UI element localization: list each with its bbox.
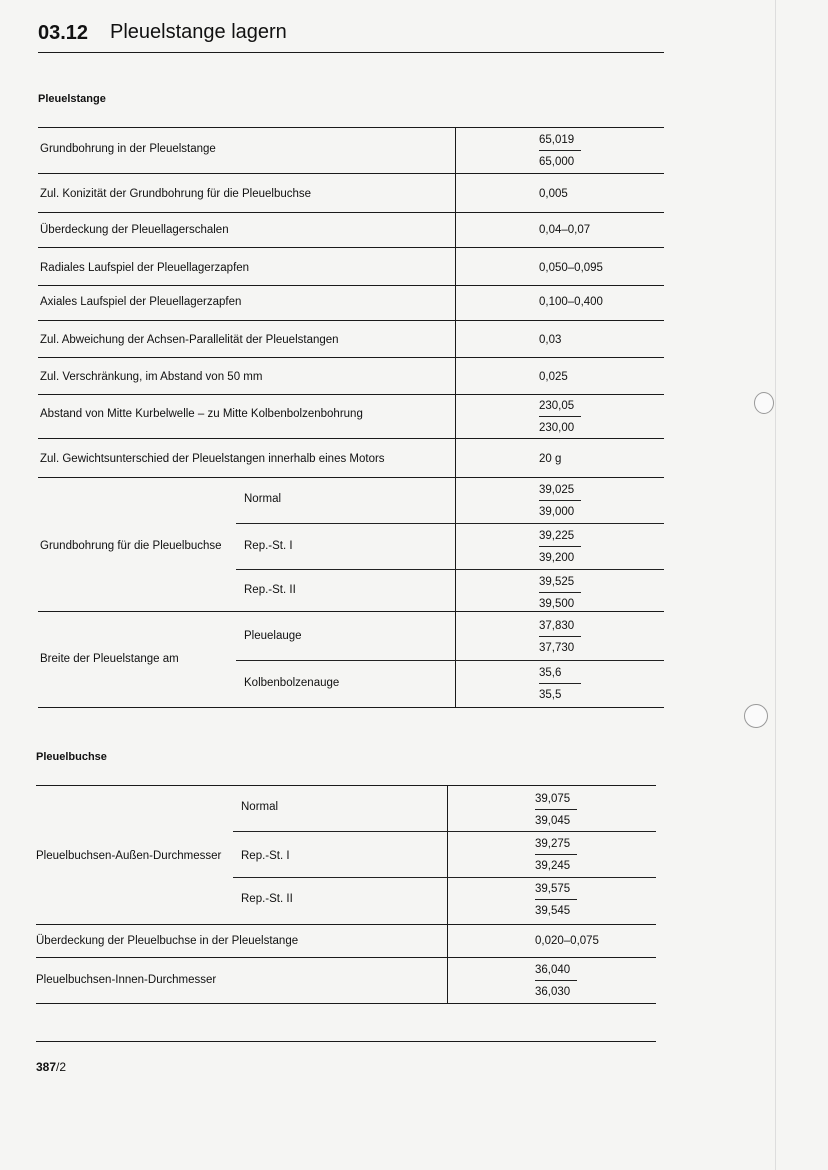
row-rule [38,247,664,248]
row-value: 0,005 [539,188,568,200]
row-label: Zul. Abweichung der Achsen-Parallelität der Pleuelstangen [40,334,339,346]
column-divider [447,786,448,1003]
row-label: Abstand von Mitte Kurbelwelle – zu Mitte Kolbenbolzenbohrung [40,408,363,420]
sub-row-rule [236,660,664,661]
sub-label: Normal [244,493,282,505]
sub-row-rule [233,877,656,878]
row-rule [38,438,664,439]
row-label: Axiales Laufspiel der Pleuellagerzapfen [40,296,242,308]
row-label: Überdeckung der Pleuellagerschalen [40,224,229,236]
row-label: Zul. Verschränkung, im Abstand von 50 mm [40,371,263,383]
row-label: Radiales Laufspiel der Pleuellagerzapfen [40,262,250,274]
footer-rule [36,1041,656,1042]
row-value: 0,025 [539,371,568,383]
page-number: 387/2 [36,1060,67,1074]
row-rule [38,611,664,612]
row-rule [36,1003,656,1004]
fraction-value: $\frac{35,6}{35,5}$ [539,666,581,702]
row-value: 0,03 [539,334,562,346]
row-label: Überdeckung der Pleuelbuchse in der Pleuelstange [36,935,299,947]
row-rule [38,212,664,213]
group-label: Pleuelbuchsen-Außen-Durchmesser [36,850,222,862]
row-rule [38,394,664,395]
row-rule [38,707,664,708]
sub-row-rule [233,831,656,832]
sub-label: Rep.-St. I [241,850,290,862]
fraction-value: $\frac{39,575}{39,545}$ [535,882,577,918]
sub-label: Pleuelauge [244,630,302,642]
row-value: 0,100–0,400 [539,296,603,308]
fraction-value: $\frac{39,225}{39,200}$ [539,529,581,565]
row-label: Zul. Gewichtsunterschied der Pleuelstangen innerhalb eines Motors [40,453,385,465]
fraction-value: $\frac{230,05}{230,00}$ [539,399,581,435]
group-label: Breite der Pleuelstange am [40,653,179,665]
row-label: Zul. Konizität der Grundbohrung für die Pleuelbuchse [40,188,312,200]
binder-edge [775,0,776,1170]
fraction-value: $\frac{39,075}{39,045}$ [535,792,577,828]
row-label: Pleuelbuchsen-Innen-Durchmesser [36,974,217,986]
page-title: Pleuelstange lagern [110,21,287,43]
section-number: 03.12 [38,22,89,44]
row-rule [38,285,664,286]
fraction-value: $\frac{36,040}{36,030}$ [535,963,577,999]
row-value: 20 g [539,453,562,465]
group-label: Grundbohrung für die Pleuelbuchse [40,540,222,552]
fraction-value: $\frac{39,025}{39,000}$ [539,483,581,519]
section-heading-pleuelstange: Pleuelstange [38,93,106,105]
sub-row-rule [236,569,664,570]
row-rule [36,957,656,958]
column-divider [455,128,456,707]
sub-label: Rep.-St. II [241,893,293,905]
row-rule [38,357,664,358]
row-label: Grundbohrung in der Pleuelstange [40,143,216,155]
row-rule [38,477,664,478]
row-value: 0,04–0,07 [539,224,591,236]
section-heading-pleuelbuchse: Pleuelbuchse [36,751,107,763]
fraction-value: $\frac{39,525}{39,500}$ [539,575,581,611]
sub-row-rule [236,523,664,524]
row-value: 0,020–0,075 [535,935,599,947]
fraction-value: $\frac{37,830}{37,730}$ [539,619,581,655]
sub-label: Rep.-St. II [244,584,296,596]
punch-hole [744,704,768,728]
table-rule [36,785,656,786]
sub-label: Normal [241,801,279,813]
title-rule [38,52,664,53]
sub-label: Rep.-St. I [244,540,293,552]
fraction-value: $\frac{39,275}{39,245}$ [535,837,577,873]
row-rule [36,924,656,925]
fraction-value: $\frac{65,019}{65,000}$ [539,133,581,169]
table-rule [38,127,664,128]
sub-label: Kolbenbolzenauge [244,677,340,689]
row-rule [38,320,664,321]
row-value: 0,050–0,095 [539,262,603,274]
punch-hole [754,392,774,414]
row-rule [38,173,664,174]
